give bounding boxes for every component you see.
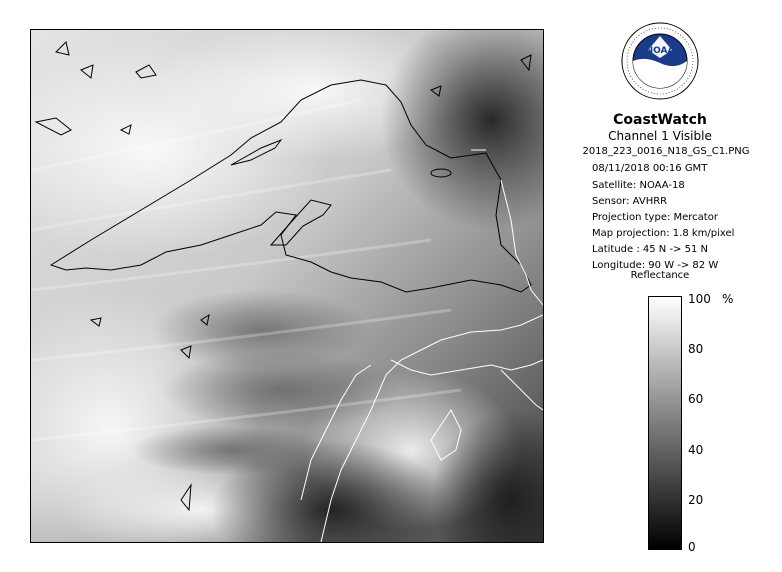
channel-subtitle: Channel 1 Visible: [608, 129, 712, 143]
longitude-label: Longitude: 90 W -> 82 W: [592, 260, 719, 271]
colorbar-tick-label: 40: [688, 443, 704, 457]
colorbar-tick-label: 60: [688, 392, 704, 406]
satellite-image-panel: [30, 29, 544, 543]
latitude-label: Latitude : 45 N -> 51 N: [592, 244, 708, 255]
reflectance-label: Reflectance: [630, 270, 690, 281]
noaa-logo-text: NOAA: [645, 46, 675, 56]
product-title: CoastWatch: [613, 112, 707, 128]
colorbar-tick-label: 20: [688, 493, 704, 507]
colorbar-tick-label: 100: [688, 292, 711, 306]
sensor-label: Sensor: AVHRR: [592, 196, 668, 207]
map-projection-label: Map projection: 1.8 km/pixel: [592, 228, 735, 239]
reflectance-colorbar: [648, 296, 682, 550]
satellite-label: Satellite: NOAA-18: [592, 180, 685, 191]
satellite-image: [31, 30, 543, 542]
colorbar-unit-label: %: [722, 292, 734, 306]
filename-label: 2018_223_0016_N18_GS_C1.PNG: [582, 146, 750, 157]
colorbar-tick-label: 80: [688, 342, 704, 356]
datetime-label: 08/11/2018 00:16 GMT: [592, 163, 708, 174]
noaa-emblem-icon: [620, 18, 700, 104]
noaa-logo: [620, 18, 700, 104]
colorbar-tick-label: 0: [688, 540, 696, 554]
projection-type-label: Projection type: Mercator: [592, 212, 718, 223]
